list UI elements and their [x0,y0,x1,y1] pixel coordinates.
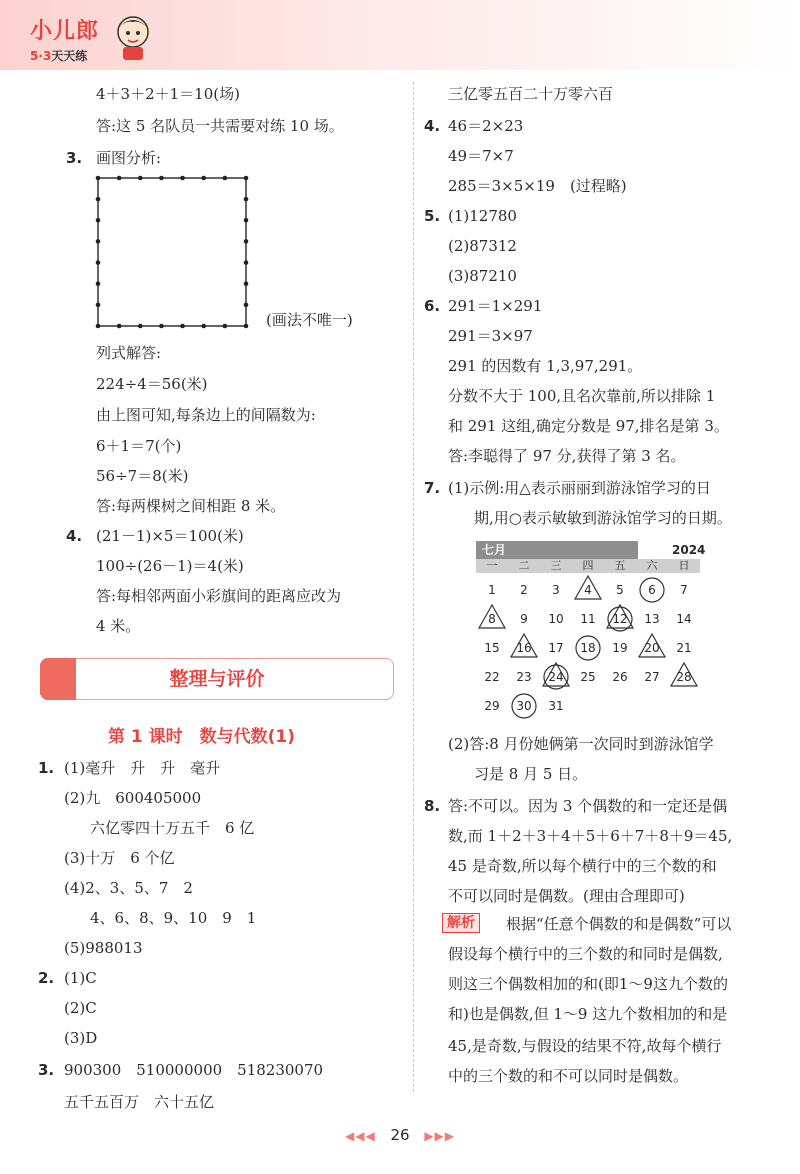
calendar-day: 16 [516,641,532,655]
text-line: 答:每相邻两面小彩旗间的距离应改为 [96,587,342,605]
calendar-day: 31 [548,699,564,713]
text-line: (1)示例:用△表示丽丽到游泳馆学习的日 [448,479,711,497]
text-line: 则这三个偶数相加的和(即1～9这九个数的 [448,975,728,993]
question-number: 3. [38,1061,55,1079]
question-number: 7. [424,479,441,497]
question-number: 4. [424,117,441,135]
page-number: 26 [390,1126,410,1144]
text-line: (21－1)×5＝100(米) [96,527,244,545]
text-line: (3)十万 6 个亿 [64,849,175,867]
text-line: 49＝7×7 [448,147,514,165]
section-title: 整理与评价 [169,668,265,690]
text-line: (3)D [64,1029,98,1047]
calendar-day: 12 [612,612,628,626]
text-line: (2)87312 [448,237,517,255]
calendar-weekday: 三 [550,559,562,572]
text-line: 由上图可知,每条边上的间隔数为: [96,406,316,424]
diagram-note: (画法不唯一) [266,311,353,329]
calendar-day: 14 [676,612,692,626]
calendar-day: 20 [644,641,660,655]
text-line: (1)C [64,969,97,987]
analysis-tag: 解析 [442,913,480,933]
calendar-weekday: 一 [486,559,498,572]
text-line: 45,是奇数,与假设的结果不符,故每个横行 [448,1037,722,1055]
calendar-day: 30 [516,699,532,713]
text-line: (2)九 600405000 [64,789,202,807]
text-line: (4)2、3、5、7 2 [64,879,193,897]
text-line: (2)C [64,999,97,1017]
text-line: 224÷4＝56(米) [96,375,208,393]
text-line: 56÷7＝8(米) [96,467,189,485]
text-line: 分数不大于 100,且名次靠前,所以排除 1 [448,387,716,405]
question-number: 4. [66,527,83,545]
calendar-day: 10 [548,612,564,626]
text-line: 答:不可以。因为 3 个偶数的和一定还是偶 [448,797,728,815]
calendar-year: 2024 [672,543,706,557]
calendar-day: 4 [584,583,592,597]
logo-main: 小儿郎 [30,19,100,44]
page-footer [0,1126,800,1144]
text-line: 数,而 1＋2＋3＋4＋5＋6＋7＋8＋9＝45, [448,827,733,845]
text-line: 900300 510000000 518230070 [64,1061,324,1079]
text-line: 4 米。 [96,617,141,635]
calendar-day: 21 [676,641,692,655]
calendar-weekday: 日 [678,559,690,572]
text-line: 答:李聪得了 97 分,获得了第 3 名。 [448,447,686,465]
text-line: 期,用○表示敏敏到游泳馆学习的日期。 [474,509,732,527]
text-line: 答:每两棵树之间相距 8 米。 [96,497,286,515]
text-line: 291＝1×291 [448,297,543,315]
question-number: 8. [424,797,441,815]
text-line: 291 的因数有 1,3,97,291。 [448,357,643,375]
text-line: (1)12780 [448,207,517,225]
question-number: 1. [38,759,55,777]
calendar-day: 5 [616,583,624,597]
text-line: 和)也是偶数,但 1～9 这九个数相加的和是 [448,1005,728,1023]
calendar-day: 8 [488,612,496,626]
calendar-day: 18 [580,641,596,655]
text-line: 三亿零五百二十万零六百 [448,85,614,103]
calendar-day: 25 [580,670,596,684]
calendar-day: 17 [548,641,564,655]
calendar-day: 6 [648,583,656,597]
text-line: 习是 8 月 5 日。 [474,765,588,783]
question-number: 3. [66,149,83,167]
calendar-weekday: 五 [614,559,626,572]
calendar-day: 3 [552,583,560,597]
text-line: 中的三个数的和不可以同时是偶数。 [448,1067,689,1085]
text-line: 291＝3×97 [448,327,533,345]
text-line: 46＝2×23 [448,117,524,135]
text-line: 285＝3×5×19 (过程略) [448,177,627,195]
text-line: 6＋1＝7(个) [96,437,182,455]
text-line: (2)答:8 月份她俩第一次同时到游泳馆学 [448,735,714,753]
calendar-day: 7 [680,583,688,597]
text-line: 根据“任意个偶数的和是偶数”可以 [506,915,732,933]
next-arrows-icon: ▶▶▶ [424,1129,456,1143]
calendar-day: 13 [644,612,660,626]
question-number: 6. [424,297,441,315]
text-line: 答:这 5 名队员一共需要对练 10 场。 [96,117,344,135]
question-number: 5. [424,207,441,225]
calendar-day: 15 [484,641,500,655]
calendar-weekday: 四 [582,559,594,572]
text-line: (1)毫升 升 升 毫升 [64,759,221,777]
text-line: 列式解答: [96,344,162,362]
calendar-day: 24 [548,670,564,684]
text-line: 五千五百万 六十五亿 [64,1093,215,1111]
calendar-day: 26 [612,670,628,684]
text-line: 45 是奇数,所以每个横行中的三个数的和 [448,857,717,875]
calendar-day: 11 [580,612,596,626]
calendar-day: 27 [644,670,660,684]
text-line: 六亿零四十万五千 6 亿 [90,819,255,837]
text-line: 画图分析: [96,149,162,167]
text-line: 和 291 这组,确定分数是 97,排名是第 3。 [448,417,729,435]
text-line: (3)87210 [448,267,517,285]
lesson-title: 第 1 课时 数与代数(1) [108,727,296,747]
calendar-day: 23 [516,670,532,684]
calendar-day: 19 [612,641,628,655]
text-line: (5)988013 [64,939,143,957]
question-number: 2. [38,969,55,987]
text-line: 4＋3＋2＋1＝10(场) [96,85,240,103]
calendar-month: 七月 [476,541,638,559]
calendar-day: 22 [484,670,500,684]
calendar-day: 9 [520,612,528,626]
text-line: 不可以同时是偶数。(理由合理即可) [448,887,685,905]
calendar-day: 2 [520,583,528,597]
calendar-day: 1 [488,583,496,597]
prev-arrows-icon: ◀◀◀ [344,1129,376,1143]
text-line: 假设每个横行中的三个数的和同时是偶数, [448,945,723,963]
text-line: 4、6、8、9、10 9 1 [90,909,257,927]
calendar-weekday: 六 [646,559,658,572]
text-line: 100÷(26－1)＝4(米) [96,557,244,575]
calendar-day: 29 [484,699,500,713]
calendar-weekday: 二 [518,559,530,572]
calendar-day: 28 [676,670,692,684]
logo-sub: 5·3天天练 [30,49,88,63]
